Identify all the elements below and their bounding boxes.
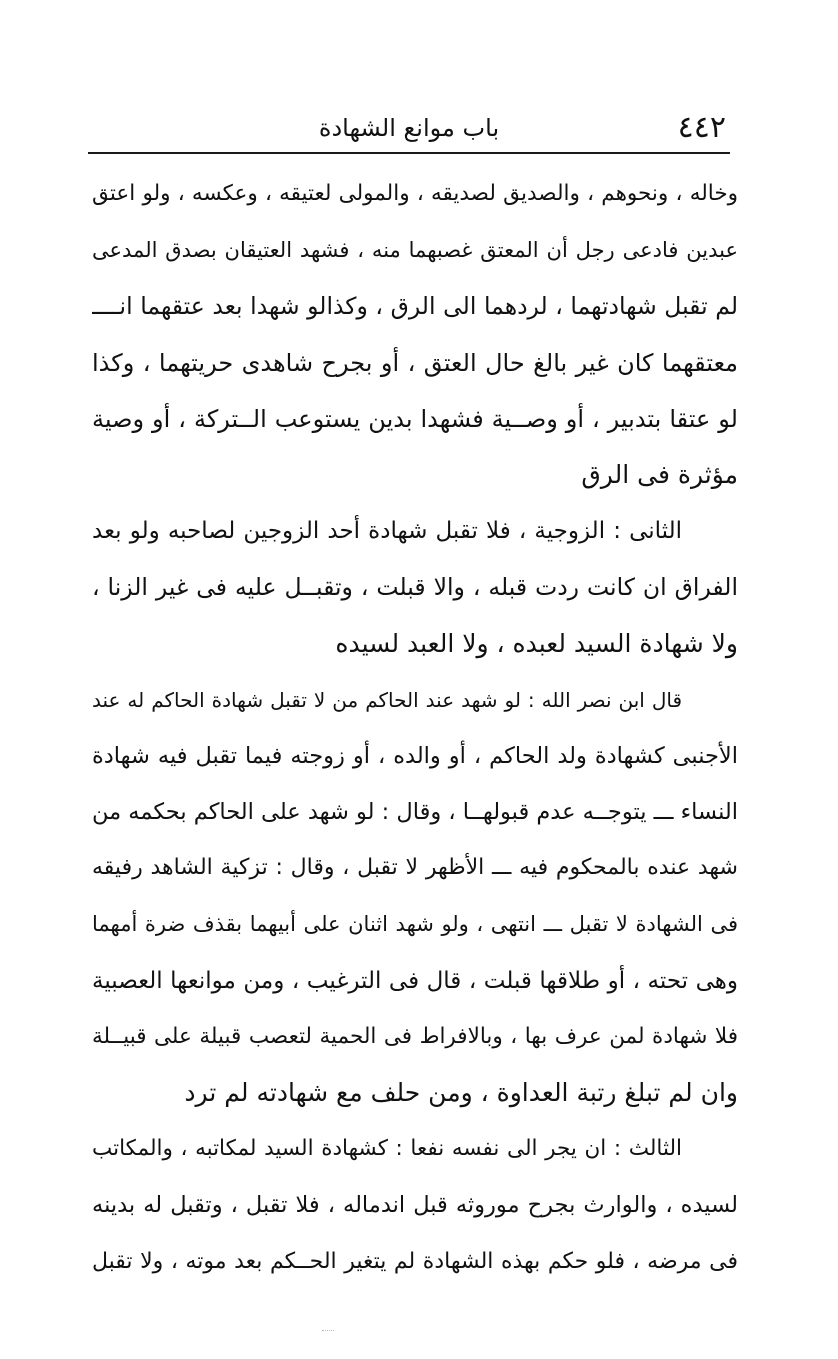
text-line: الأجنبى كشهادة ولد الحاكم ، أو والده ، أو زوجته فيما تقبل فيه شهادة [92,742,738,769]
text-line: فلا شهادة لمن عرف بها ، وبالافراط فى الحمية لتعصب قبيلة على قبيــلة [92,1023,738,1049]
paragraph-start-line: الثالث : ان يجر الى نفسه نفعا : كشهادة السيد لمكاتبه ، والمكاتب [92,1136,682,1162]
text-line: فى الشهادة لا تقبل ـــ انتهى ، ولو شهد اثنان على أبيهما بقذف ضرة أمهما [92,912,738,937]
page-mark [322,1330,334,1339]
text-line: معتقهما كان غير بالغ حال العتق ، أو بجرح شاهدى حريتهما ، وكذا [92,348,738,377]
paragraph-start-line: الثانى : الزوجية ، فلا تقبل شهادة أحد الزوجين لصاحبه ولو بعد [92,518,682,545]
text-line: لو عتقا بتدبير ، أو وصــية فشهدا بدين يستوعب الــتركة ، أو وصية [92,404,738,433]
text-line: لم تقبل شهادتهما ، لردهما الى الرق ، وكذالو شهدا بعد عتقهما انــــ [92,292,738,321]
text-line: ولا شهادة السيد لعبده ، ولا العبد لسيده [335,628,738,658]
text-line: وان لم تبلغ رتبة العداوة ، ومن حلف مع شهادته لم ترد [184,1078,738,1107]
text-line: شهد عنده بالمحكوم فيه ـــ الأظهر لا تقبل ، وقال : تزكية الشاهد رفيقه [92,855,738,881]
body-text [92,166,738,1290]
running-header [88,108,730,154]
text-line: فى مرضه ، فلو حكم بهذه الشهادة لم يتغير الحــكم بعد موته ، ولا تقبل [92,1248,738,1274]
text-line: مؤثرة فى الرق [581,459,738,489]
text-line: وخاله ، ونحوهم ، والصديق لصديقه ، والمولى لعتيقه ، وعكسه ، ولو اعتق [92,181,738,206]
text-line: لسيده ، والوارث بجرح موروثه قبل اندماله ، فلا تقبل ، وتقبل له بدينه [92,1192,738,1219]
text-line: النساء ـــ يتوجــه عدم قبولهــا ، وقال : لو شهد على الحاكم بحكمه من [92,799,738,826]
text-line: الفراق ان كانت ردت قبله ، والا قبلت ، وتقبــل عليه فى غير الزنا ، [92,573,738,602]
paragraph-start-line: قال ابن نصر الله : لو شهد عند الحاكم من لا تقبل شهادة الحاكم له عند [92,687,682,712]
text-line: عبدين فادعى رجل أن المعتق غصبهما منه ، فشهد العتيقان بصدق المدعى [92,238,738,263]
page-number: ٤٤٢ [677,110,726,145]
chapter-title: باب موانع الشهادة [318,114,500,142]
text-line: وهى تحته ، أو طلاقها قبلت ، قال فى الترغيب ، ومن موانعها العصبية [92,967,738,994]
